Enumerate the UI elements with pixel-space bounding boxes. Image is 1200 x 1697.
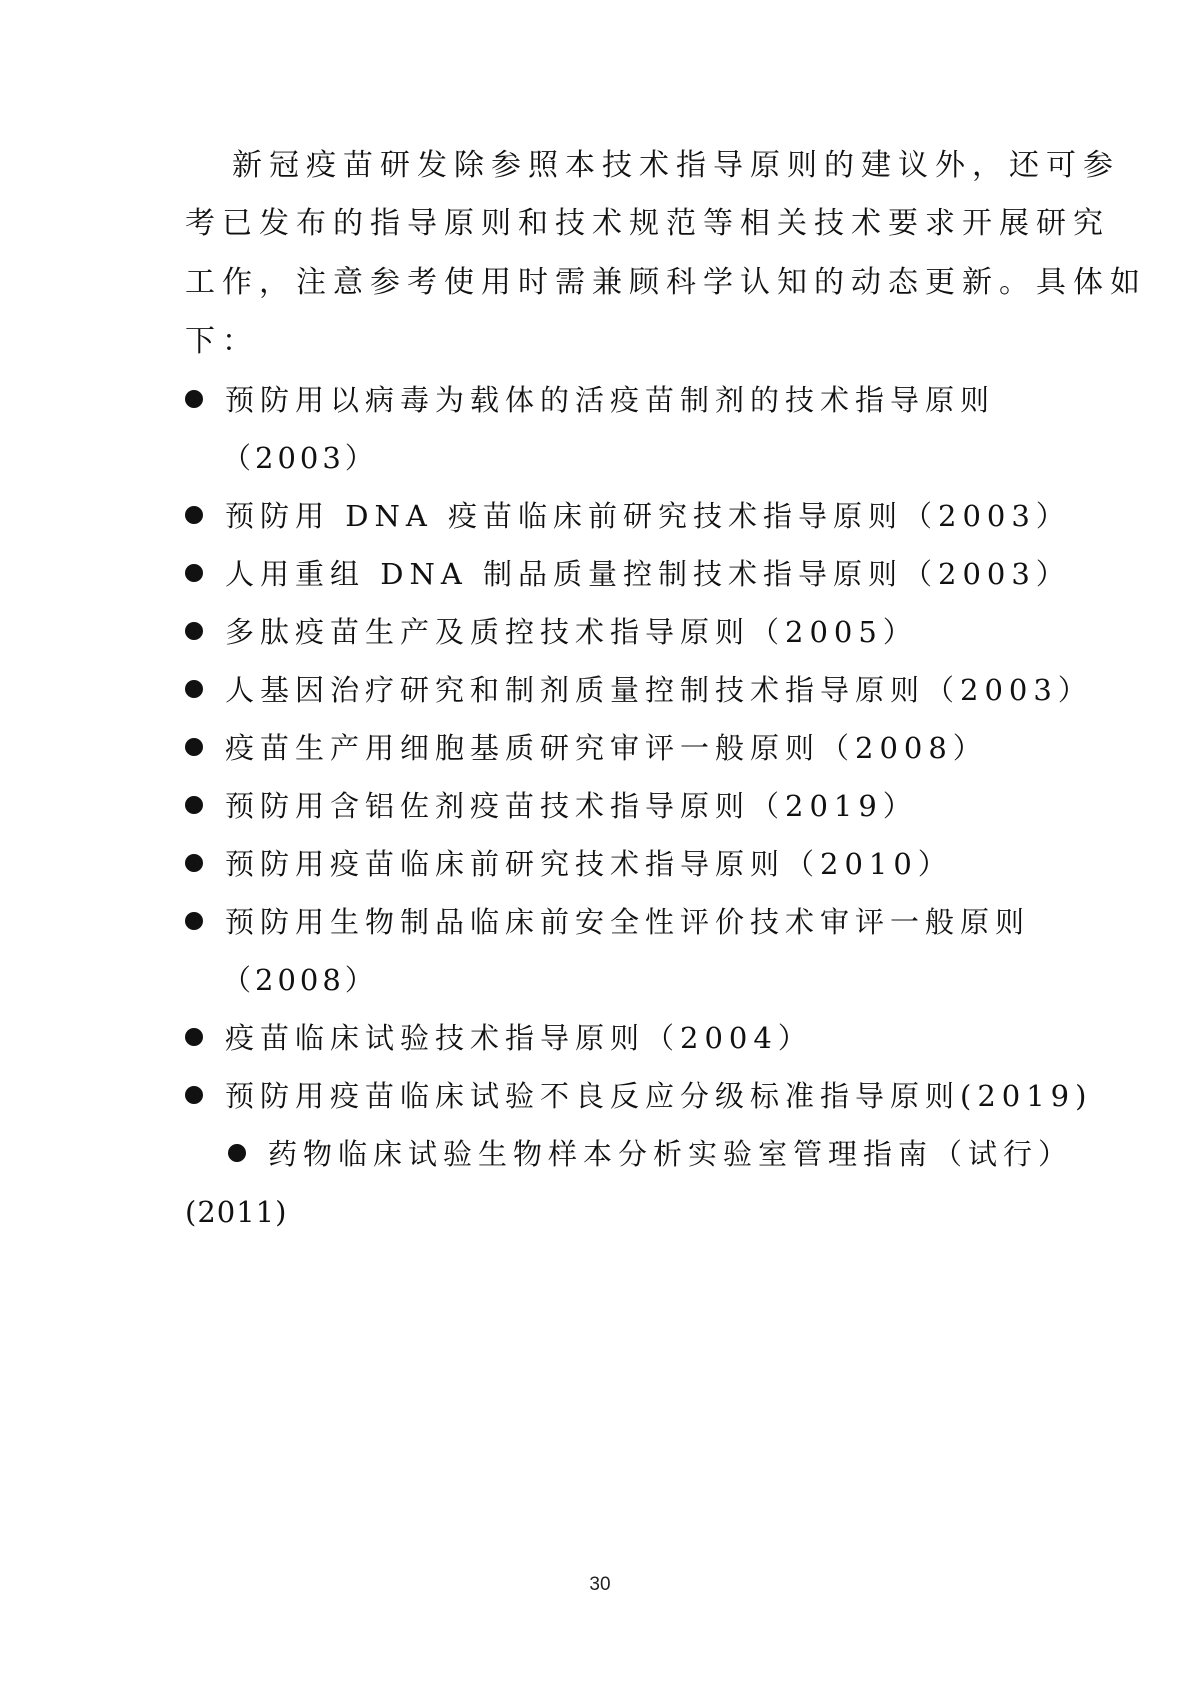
list-item <box>185 554 1071 594</box>
list-item-continuation: （2008） <box>222 963 378 997</box>
bullet-icon <box>185 680 203 698</box>
list-item-continuation: （2003） <box>222 441 378 475</box>
list-item-text: 疫苗生产用细胞基质研究审评一般原则（2008） <box>225 731 988 765</box>
list-item-text: 预防用以病毒为载体的活疫苗制剂的技术指导原则 <box>225 383 996 417</box>
bullet-icon <box>185 912 203 930</box>
bullet-icon <box>185 390 203 408</box>
list-item <box>185 844 953 884</box>
list-item-text: 药物临床试验生物样本分析实验室管理指南（试行） <box>268 1137 1074 1171</box>
list-item-text: 疫苗临床试验技术指导原则（2004） <box>225 1021 813 1055</box>
bullet-icon <box>185 738 203 756</box>
list-item-text: 预防用生物制品临床前安全性评价技术审评一般原则 <box>225 905 1031 939</box>
list-item <box>185 612 918 652</box>
bullet-icon <box>185 854 203 872</box>
list-item-text: 预防用疫苗临床前研究技术指导原则（2010） <box>225 847 953 881</box>
list-item <box>185 670 1093 710</box>
bullet-icon <box>185 564 203 582</box>
intro-line-1: 新冠疫苗研发除参照本技术指导原则的建议外，还可参 <box>232 148 1120 183</box>
bullet-icon <box>185 1028 203 1046</box>
intro-line-2: 考已发布的指导原则和技术规范等相关技术要求开展研究 <box>185 206 1110 241</box>
list-item <box>185 902 1030 942</box>
list-item <box>185 496 1071 536</box>
bullet-icon <box>185 622 203 640</box>
list-item <box>185 380 995 420</box>
list-item-text: 预防用疫苗临床试验不良反应分级标准指导原则(2019) <box>225 1079 1093 1113</box>
intro-line-4: 下： <box>185 324 259 359</box>
list-item <box>185 786 918 826</box>
list-item <box>185 728 988 768</box>
list-item-continuation: (2011) <box>185 1195 288 1229</box>
list-item-text: 预防用 DNA 疫苗临床前研究技术指导原则（2003） <box>225 499 1071 533</box>
list-item-text: 人用重组 DNA 制品质量控制技术指导原则（2003） <box>225 557 1071 591</box>
bullet-icon <box>185 1086 203 1104</box>
intro-line-3: 工作，注意参考使用时需兼顾科学认知的动态更新。具体如 <box>185 265 1147 300</box>
bullet-icon <box>185 506 203 524</box>
list-item-text: 人基因治疗研究和制剂质量控制技术指导原则（2003） <box>225 673 1093 707</box>
list-item-text: 预防用含铝佐剂疫苗技术指导原则（2019） <box>225 789 918 823</box>
list-item <box>185 1018 813 1058</box>
list-item <box>185 1076 1092 1116</box>
list-item <box>228 1134 1073 1174</box>
page-number: 30 <box>589 1574 611 1595</box>
bullet-icon <box>185 796 203 814</box>
list-item-text: 多肽疫苗生产及质控技术指导原则（2005） <box>225 615 918 649</box>
bullet-icon <box>228 1144 246 1162</box>
